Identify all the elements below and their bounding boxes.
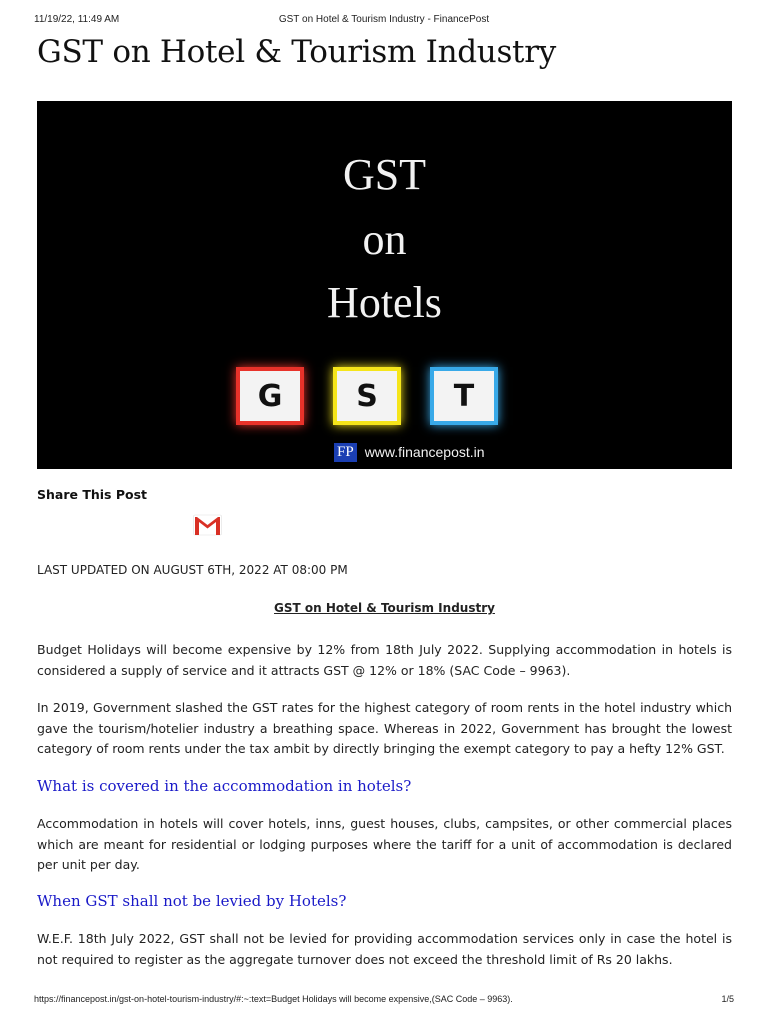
paragraph-accommodation: Accommodation in hotels will cover hotels, inns, guest houses, clubs, campsites, or other commercial places which are meant for residential or lodging purposes where the tariff for a unit of accommodation is declared per unit per day. (37, 816, 732, 872)
gst-box-t (430, 367, 498, 425)
print-page-title: GST on Hotel & Tourism Industry - FinancePost (278, 14, 490, 25)
hero-text-hotels: Hotels (327, 278, 442, 327)
page-number: 1/5 (721, 994, 734, 1004)
gmail-icon[interactable] (193, 514, 222, 536)
gst-box-s (333, 367, 401, 425)
last-updated: LAST UPDATED ON AUGUST 6TH, 2022 AT 08:00 PM (37, 563, 348, 577)
share-label: Share This Post (37, 487, 147, 502)
gst-letter-s: S (356, 378, 378, 414)
hero-text-gst: GST (342, 150, 427, 199)
gst-box-g (236, 367, 304, 425)
gst-letter-t: T (453, 378, 475, 414)
article-subheading: GST on Hotel & Tourism Industry (274, 601, 495, 615)
paragraph-2019: In 2019, Government slashed the GST rates for the highest category of room rents in the hotel industry which gave the tourism/hotelier industry a breathing space. Whereas in 2022, Government has brought the lowest category of room rents under the tax ambit by directly bringing the exempt category to pay a hefty 12% GST. (37, 700, 732, 756)
print-url[interactable]: https://financepost.in/gst-on-hotel-tourism-industry/#:~:text=Budget Holidays will become expensive,(SAC Code – 9963). (34, 994, 513, 1004)
hero-text-on: on (362, 215, 407, 264)
hero-image (37, 101, 732, 469)
heading-accommodation: What is covered in the accommodation in hotels? (37, 777, 412, 795)
fp-logo: FP (334, 443, 357, 462)
print-header (34, 14, 734, 30)
gst-letter-g: G (257, 378, 283, 414)
heading-not-levied: When GST shall not be levied by Hotels? (37, 892, 347, 910)
print-datetime: 11/19/22, 11:49 AM (34, 14, 120, 25)
article-title: GST on Hotel & Tourism Industry (37, 34, 556, 70)
hero-site-row (334, 441, 485, 463)
hero-site-url: www.financepost.in (364, 444, 485, 460)
print-footer (34, 994, 734, 1008)
paragraph-intro: Budget Holidays will become expensive by 12% from 18th July 2022. Supplying accommodation in hotels is considered a supply of service and it attracts GST @ 12% or 18% (SAC Code – 9963). (37, 642, 732, 678)
paragraph-not-levied: W.E.F. 18th July 2022, GST shall not be levied for providing accommodation services only in case the hotel is not required to register as the aggregate turnover does not exceed the threshold limit of Rs 20 lakhs. (37, 931, 732, 967)
